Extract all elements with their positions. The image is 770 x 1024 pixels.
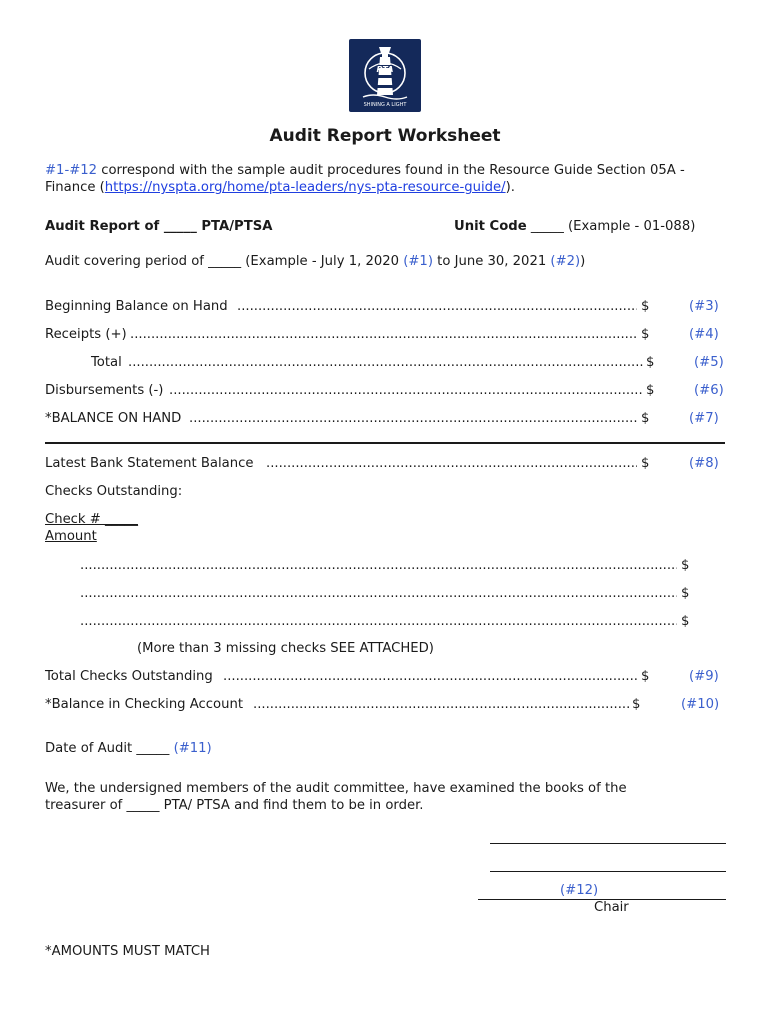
date-of-audit-label: Date of Audit _____ — [45, 741, 174, 756]
intro-line-1 — [45, 163, 685, 178]
total-label: Total — [91, 355, 122, 370]
intro-text-2a: Finance ( — [45, 180, 105, 195]
currency-sign: $ — [681, 586, 690, 601]
period-text-2: to June 30, 2021 — [432, 254, 551, 269]
leader-dots — [253, 697, 629, 712]
period-text-1: Audit covering period of _____ (Example - July 1, 2020 — [45, 254, 404, 269]
ref-10: (#10) — [681, 697, 720, 712]
balance-on-hand-label: *BALANCE ON HAND — [45, 411, 182, 426]
pta-logo — [349, 39, 421, 112]
check-number-header: Check # _____ — [45, 512, 138, 527]
period-ref-2: (#2) — [550, 254, 581, 269]
amounts-must-match-note: *AMOUNTS MUST MATCH — [45, 944, 210, 959]
ref-8: (#8) — [689, 456, 719, 471]
audit-period — [45, 254, 585, 269]
period-text-3: ) — [580, 254, 586, 269]
currency-sign: $ — [641, 456, 650, 471]
ref-3: (#3) — [689, 299, 719, 314]
unit-code-label: Unit Code — [454, 219, 527, 234]
page-title: Audit Report Worksheet — [269, 126, 501, 146]
leader-dots — [237, 299, 637, 314]
currency-sign: $ — [681, 558, 690, 573]
currency-sign: $ — [641, 669, 650, 684]
check-row-dots — [80, 586, 677, 601]
audit-report-of: Audit Report of _____ PTA/PTSA — [45, 219, 273, 234]
ref-5: (#5) — [694, 355, 724, 370]
section-divider — [45, 442, 725, 444]
intro-text-2b: ). — [505, 180, 515, 195]
committee-statement-line-1: We, the undersigned members of the audit committee, have examined the books of the — [45, 781, 627, 796]
checks-outstanding-label: Checks Outstanding: — [45, 484, 183, 499]
lighthouse-icon — [349, 39, 421, 112]
leader-dots — [223, 669, 637, 684]
date-of-audit — [45, 741, 212, 756]
beginning-balance-label: Beginning Balance on Hand — [45, 299, 228, 314]
balance-in-checking-label: *Balance in Checking Account — [45, 697, 243, 712]
disbursements-label: Disbursements (-) — [45, 383, 164, 398]
leader-dots — [130, 327, 637, 342]
ref-12: (#12) — [560, 883, 599, 898]
leader-dots — [169, 383, 643, 398]
more-checks-note: (More than 3 missing checks SEE ATTACHED) — [137, 641, 434, 656]
ref-11: (#11) — [173, 741, 212, 756]
currency-sign: $ — [641, 327, 650, 342]
check-row-dots — [80, 558, 677, 573]
bank-statement-label: Latest Bank Statement Balance — [45, 456, 254, 471]
currency-sign: $ — [641, 411, 650, 426]
intro-line-2 — [45, 180, 515, 195]
chair-label: Chair — [594, 900, 629, 915]
svg-text:PTA: PTA — [376, 65, 394, 74]
ref-9: (#9) — [689, 669, 719, 684]
period-ref-1: (#1) — [403, 254, 433, 269]
unit-code-example: _____ (Example - 01-088) — [526, 219, 696, 234]
svg-text:SHINING A LIGHT: SHINING A LIGHT — [363, 102, 407, 108]
unit-code — [454, 219, 695, 234]
currency-sign: $ — [632, 697, 641, 712]
amount-header: Amount — [45, 529, 97, 544]
resource-guide-link[interactable]: https://nyspta.org/home/pta-leaders/nys-pta-resource-guide/ — [104, 180, 506, 195]
intro-ref: #1-#12 — [45, 163, 98, 178]
signature-line — [490, 843, 726, 844]
leader-dots — [189, 411, 637, 426]
currency-sign: $ — [641, 299, 650, 314]
currency-sign: $ — [681, 614, 690, 629]
leader-dots — [266, 456, 637, 471]
leader-dots — [128, 355, 643, 370]
total-checks-outstanding-label: Total Checks Outstanding — [45, 669, 213, 684]
currency-sign: $ — [646, 383, 655, 398]
committee-statement-line-2: treasurer of _____ PTA/ PTSA and find them to be in order. — [45, 798, 424, 813]
intro-text-1: correspond with the sample audit procedures found in the Resource Guide Section 05A - — [97, 163, 685, 178]
signature-line — [490, 871, 726, 872]
ref-6: (#6) — [694, 383, 724, 398]
ref-4: (#4) — [689, 327, 719, 342]
receipts-label: Receipts (+) — [45, 327, 127, 342]
currency-sign: $ — [646, 355, 655, 370]
ref-7: (#7) — [689, 411, 719, 426]
check-row-dots — [80, 614, 677, 629]
